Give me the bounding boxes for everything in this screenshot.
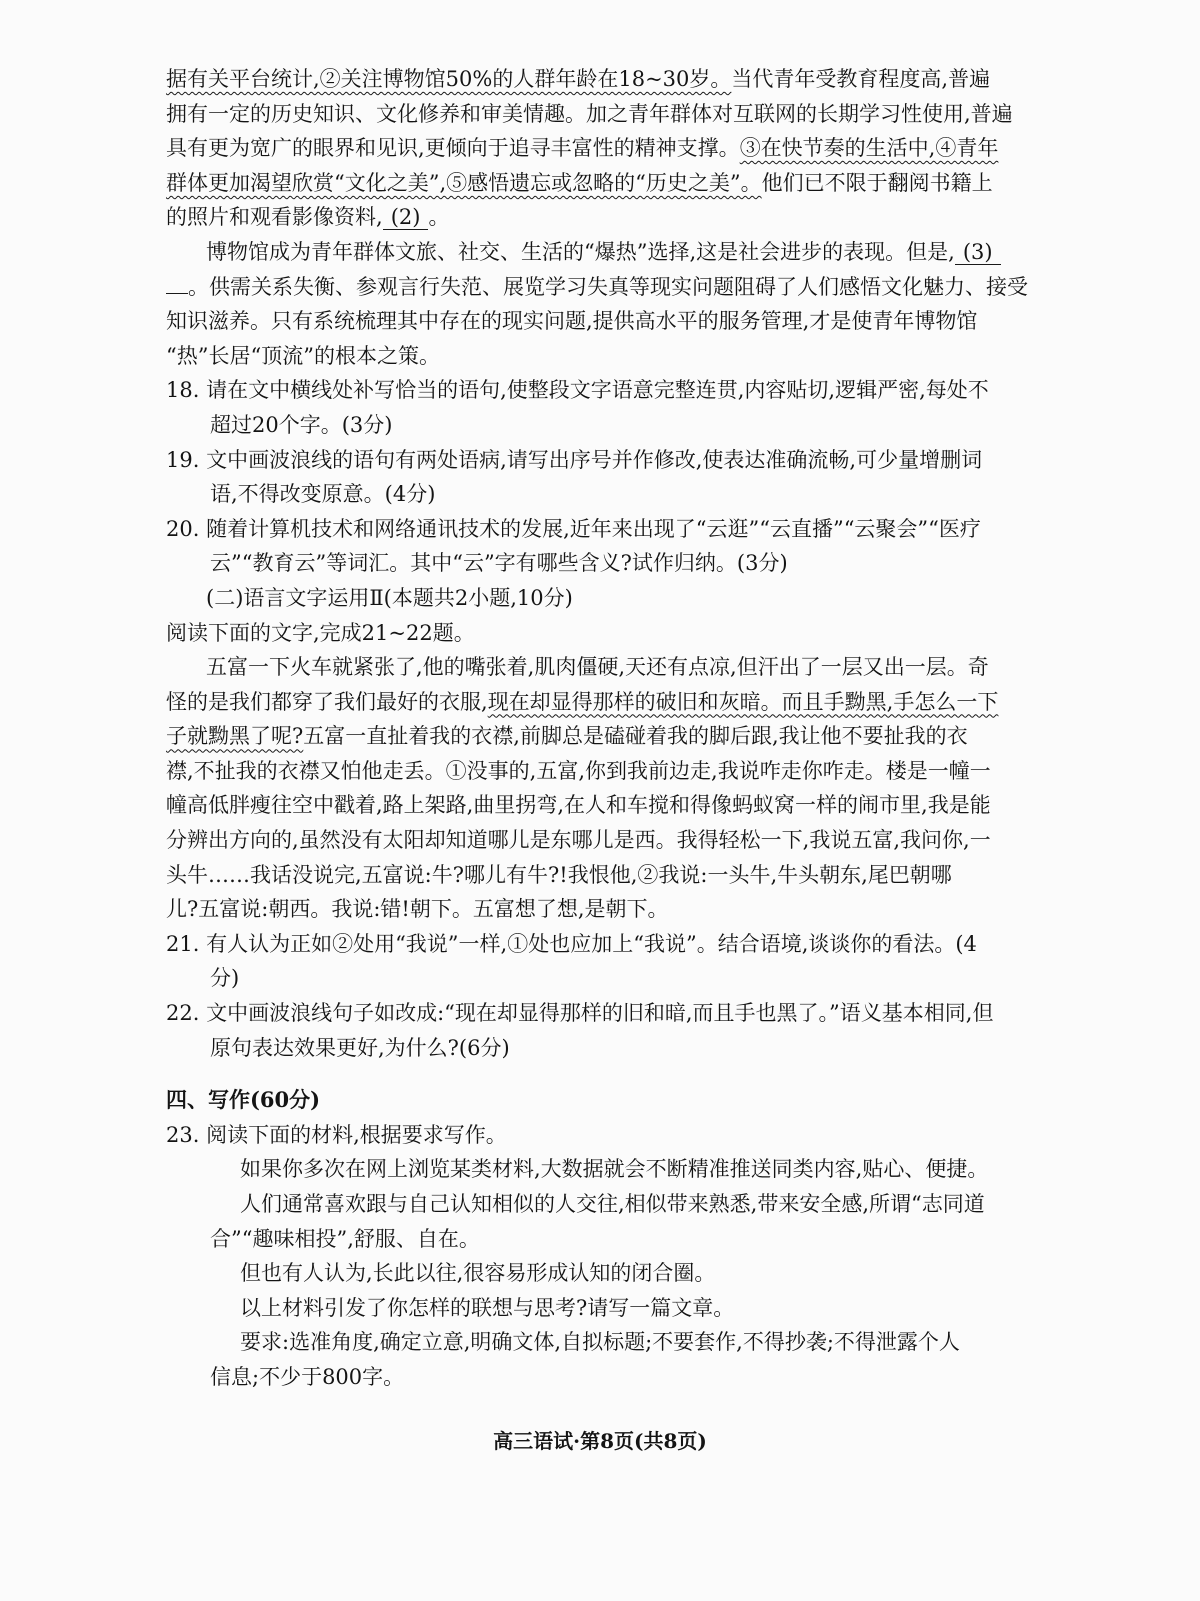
story-line2	[166, 685, 1076, 720]
text: 怪的是我们都穿了我们最好的衣服,	[166, 689, 488, 714]
story-line6: 分辨出方向的,虽然没有太阳却知道哪儿是东哪儿是西。我得轻松一下,我说五富,我问你,一	[166, 828, 991, 853]
question-21-cont: 分)	[210, 966, 240, 991]
wavy-sentence: 现在却显得那样的破旧和灰暗。而且手黝黑,手怎么一下	[487, 689, 999, 714]
para1-line1	[166, 62, 1076, 97]
blank-2: (2)	[383, 205, 429, 230]
material-4: 以上材料引发了你怎样的联想与思考?请写一篇文章。	[240, 1295, 735, 1320]
para1-line3	[166, 131, 1076, 166]
material-2: 人们通常喜欢跟与自己认知相似的人交往,相似带来熟悉,带来安全感,所谓“志同道	[240, 1192, 985, 1216]
wavy-sentence-cont: 子就黝黑了呢?	[166, 724, 304, 749]
wavy-sentence-3-4: ③在快节奏的生活中,④青年	[739, 136, 999, 161]
text: 。供需关系失衡、参观言行失范、展览学习失真等现实问题阻碍了人们感悟文化魅力、接受	[188, 274, 1028, 299]
story-line8: 儿?五富说:朝西。我说:错!朝下。五富想了想,是朝下。	[166, 897, 669, 922]
text: 。	[428, 205, 450, 230]
exam-content	[166, 62, 1076, 1395]
question-20-cont: 云”“教育云”等词汇。其中“云”字有哪些含义?试作归纳。(3分)	[210, 551, 788, 576]
section-2-instruction: 阅读下面的文字,完成21~22题。	[166, 620, 475, 645]
spacer	[166, 1065, 1076, 1083]
question-19: 19. 文中画波浪线的语句有两处语病,请写出序号并作修改,使表达准确流畅,可少量增删词	[166, 447, 983, 472]
material-1: 如果你多次在网上浏览某类材料,大数据就会不断精准推送同类内容,贴心、便捷。	[240, 1157, 989, 1182]
text: 具有更为宽广的眼界和见识,更倾向于追寻丰富性的精神支撑。	[166, 136, 740, 161]
para2-line4: “热”长居“顶流”的根本之策。	[166, 343, 440, 368]
blank-3-continued	[166, 293, 188, 294]
question-21: 21. 有人认为正如②处用“我说”一样,①处也应加上“我说”。结合语境,谈谈你的看法。(4	[166, 931, 977, 956]
para1-line5	[166, 200, 1076, 235]
requirements: 要求:选准角度,确定立意,明确文体,自拟标题;不要套作,不得抄袭;不得泄露个人	[240, 1330, 960, 1355]
para1-line2: 拥有一定的历史知识、文化修养和审美情趣。加之青年群体对互联网的长期学习性使用,普遍	[166, 101, 1013, 126]
para1-line4	[166, 166, 1076, 201]
text: 他们已不限于翻阅书籍上	[761, 170, 993, 195]
question-22-cont: 原句表达效果更好,为什么?(6分)	[210, 1035, 510, 1060]
question-23: 23. 阅读下面的材料,根据要求写作。	[166, 1122, 507, 1147]
wavy-sentence-5: 群体更加渴望欣赏“文化之美”,⑤感悟遗忘或忽略的“历史之美”。	[166, 170, 762, 195]
story-line7: 头牛……我话没说完,五富说:牛?哪儿有牛?!我恨他,②我说:一头牛,牛头朝东,尾巴朝哪	[166, 862, 952, 887]
text: 五富一直扯着我的衣襟,前脚总是磕碰着我的脚后跟,我让他不要扯我的衣	[303, 724, 968, 749]
text: 的照片和观看影像资料,	[166, 205, 383, 230]
question-18-cont: 超过20个字。(3分)	[210, 412, 393, 437]
question-18: 18. 请在文中横线处补写恰当的语句,使整段文字语意完整连贯,内容贴切,逻辑严密,每处不	[166, 378, 989, 403]
question-20: 20. 随着计算机技术和网络通讯技术的发展,近年来出现了“云逛”“云直播”“云聚会”“医疗	[166, 516, 981, 541]
text: 当代青年受教育程度高,普遍	[731, 67, 991, 91]
wavy-sentence-2: 据有关平台统计,②关注博物馆50%的人群年龄在18~30岁。	[166, 67, 732, 91]
para2-line3: 知识滋养。只有系统梳理其中存在的现实问题,提供高水平的服务管理,才是使青年博物馆	[166, 309, 978, 334]
section-4-title: 四、写作(60分)	[166, 1087, 321, 1113]
section-2-title: (二)语言文字运用Ⅱ(本题共2小题,10分)	[206, 585, 573, 610]
text: 博物馆成为青年群体文旅、社交、生活的“爆热”选择,这是社会进步的表现。但是,	[206, 239, 955, 264]
requirements-cont: 信息;不少于800字。	[210, 1364, 405, 1389]
material-2-cont: 合”“趣味相投”,舒服、自在。	[210, 1226, 480, 1251]
para2-line2	[166, 270, 1076, 305]
story-line3	[166, 719, 1076, 754]
blank-3: (3)	[955, 240, 1001, 265]
story-line4: 襟,不扯我的衣襟又怕他走丢。①没事的,五富,你到我前边走,我说咋走你咋走。楼是一幢一	[166, 758, 991, 783]
page-footer: 高三语试·第8页(共8页)	[493, 1429, 707, 1453]
material-3: 但也有人认为,长此以往,很容易形成认知的闭合圈。	[240, 1261, 716, 1286]
story-line5: 幢高低胖瘦往空中戳着,路上架路,曲里拐弯,在人和车搅和得像蚂蚁窝一样的闹市里,我是能	[166, 793, 991, 818]
question-19-cont: 语,不得改变原意。(4分)	[210, 482, 436, 507]
question-22: 22. 文中画波浪线句子如改成:“现在却显得那样的旧和暗,而且手也黑了。”语义基本相同,但	[166, 1001, 994, 1026]
story-line1: 五富一下火车就紧张了,他的嘴张着,肌肉僵硬,天还有点凉,但汗出了一层又出一层。奇	[206, 655, 989, 680]
para2-line1	[166, 235, 1076, 270]
